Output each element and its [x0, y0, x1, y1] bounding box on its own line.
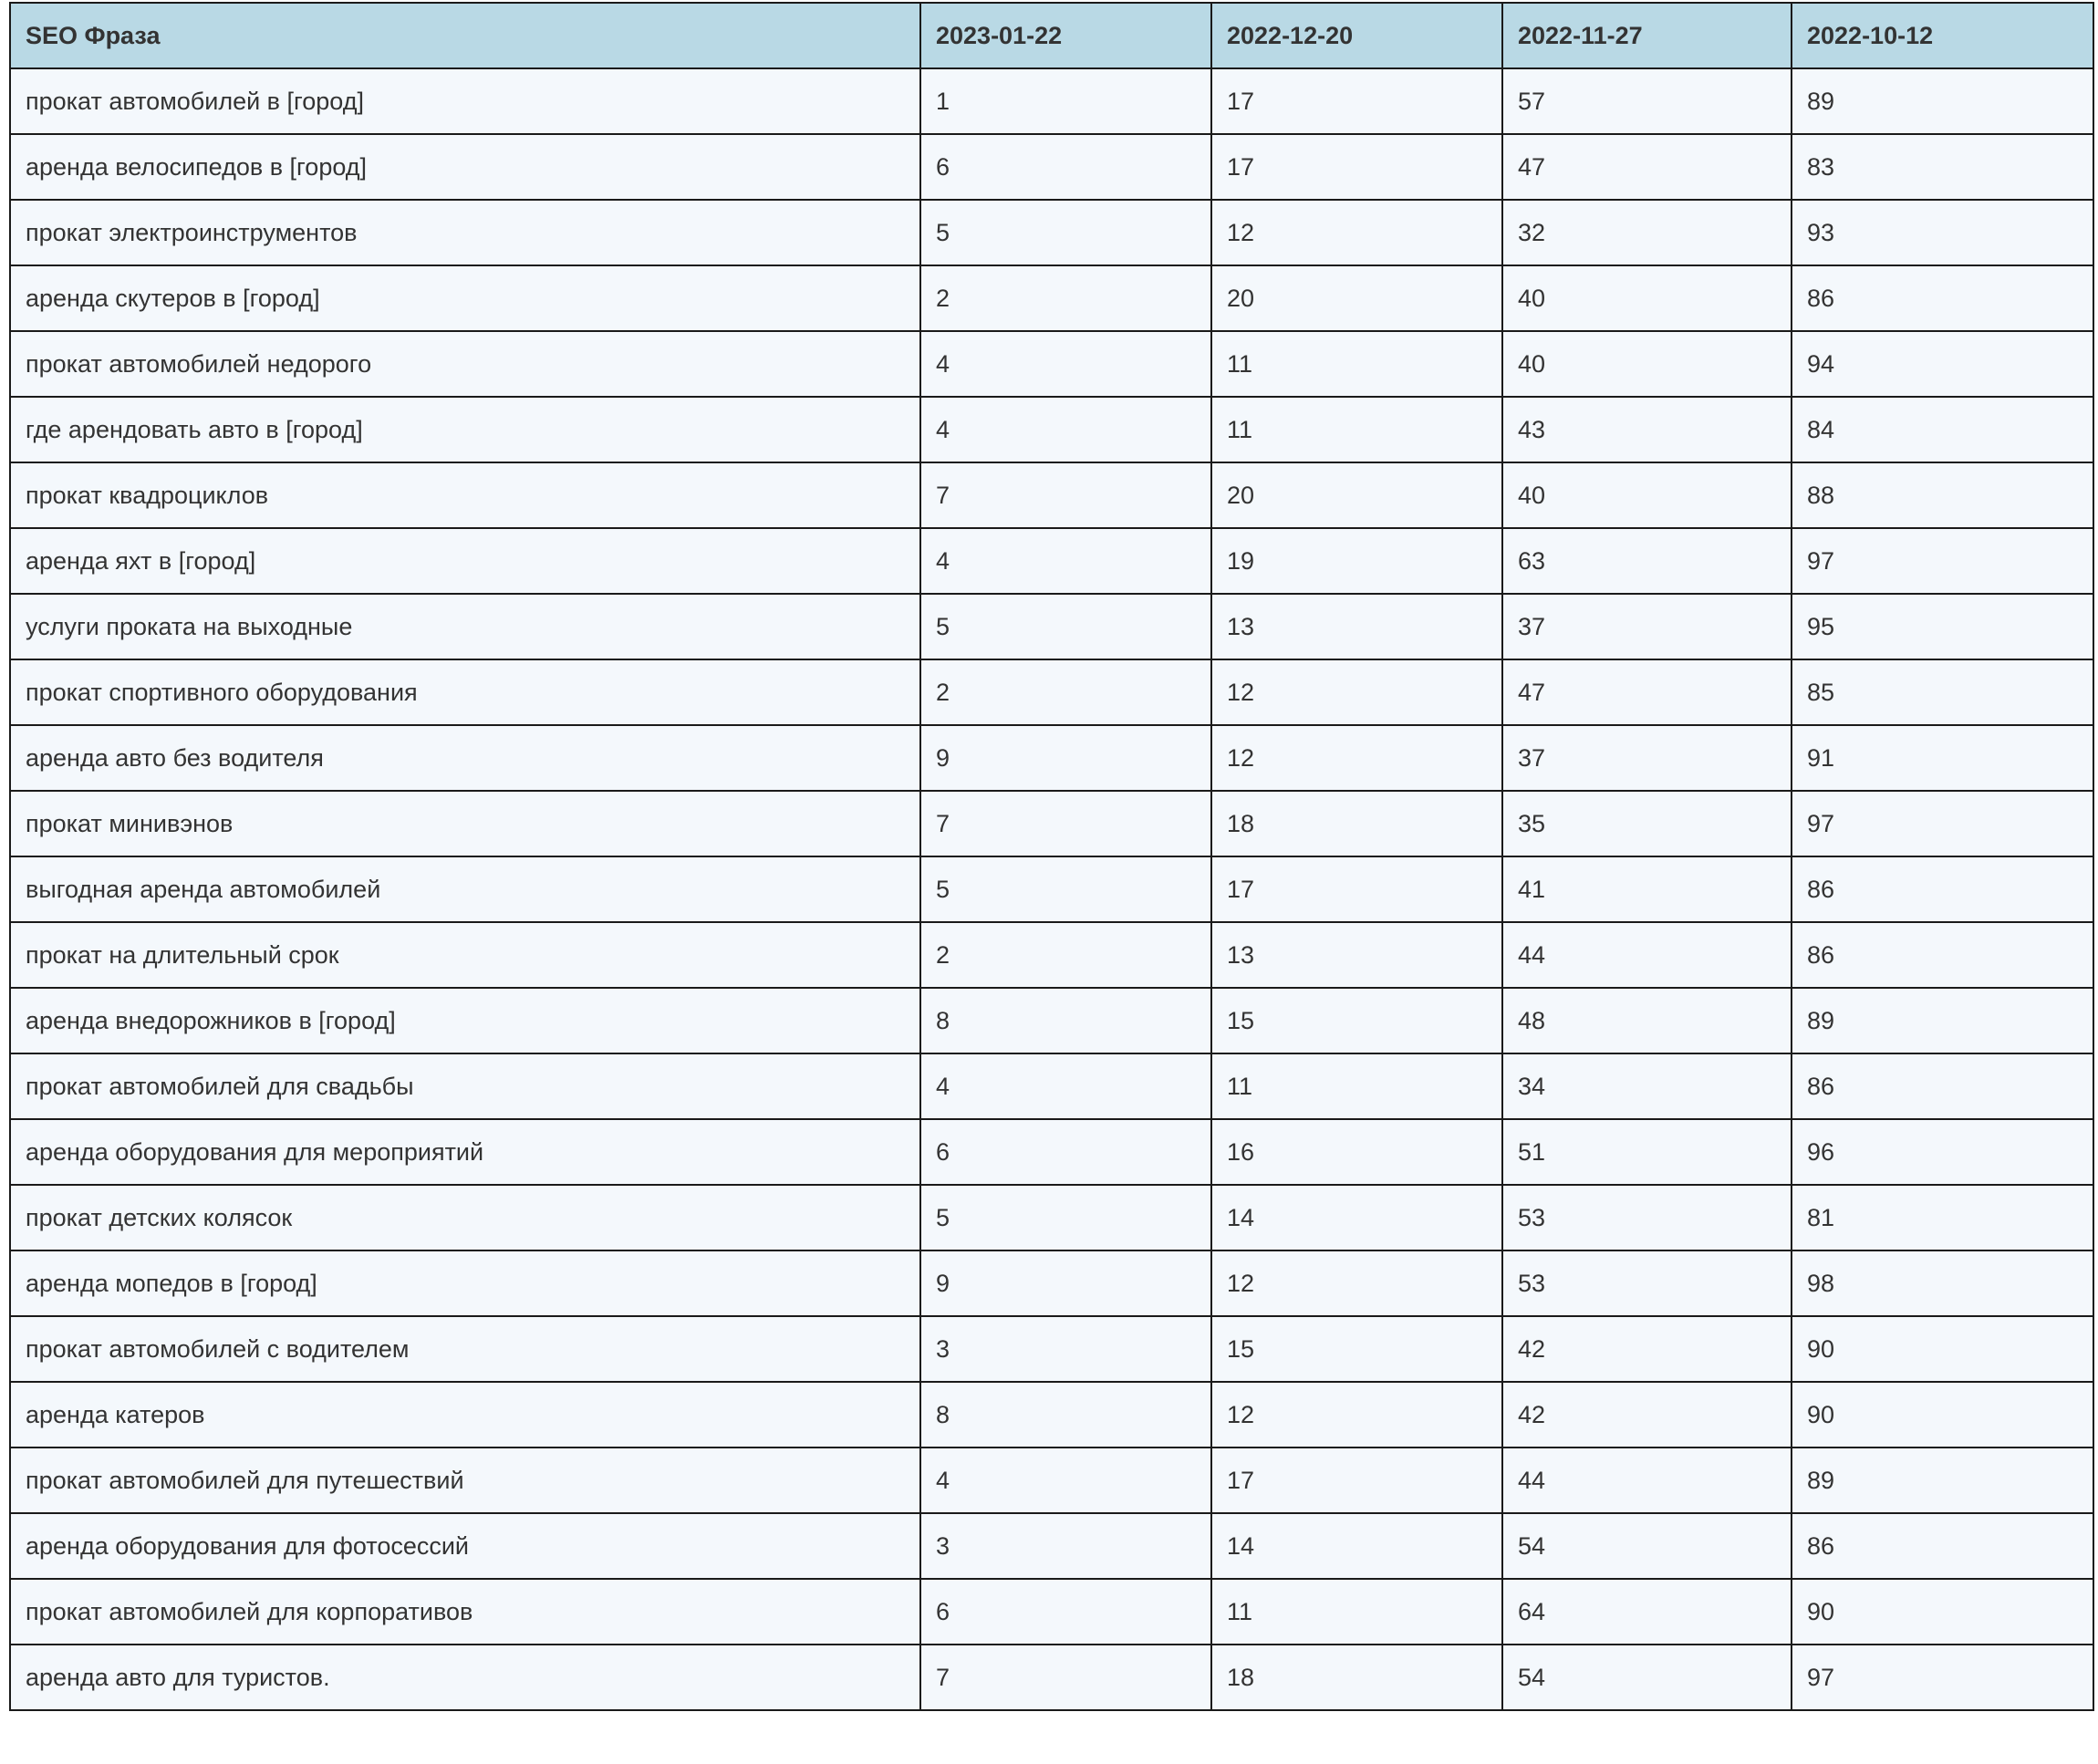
position-cell: 94: [1792, 331, 2093, 397]
position-cell: 90: [1792, 1316, 2093, 1382]
phrase-cell: аренда мопедов в [город]: [10, 1250, 920, 1316]
position-cell: 97: [1792, 1645, 2093, 1710]
column-header-date: 2023-01-22: [920, 3, 1211, 68]
position-cell: 81: [1792, 1185, 2093, 1250]
position-cell: 20: [1211, 265, 1502, 331]
table-row: [10, 265, 2093, 331]
position-cell: 18: [1211, 791, 1502, 856]
table-row: [10, 791, 2093, 856]
position-cell: 98: [1792, 1250, 2093, 1316]
position-cell: 34: [1502, 1053, 1792, 1119]
phrase-cell: прокат минивэнов: [10, 791, 920, 856]
position-cell: 17: [1211, 856, 1502, 922]
position-cell: 42: [1502, 1316, 1792, 1382]
table-row: [10, 594, 2093, 659]
phrase-cell: прокат автомобилей для путешествий: [10, 1448, 920, 1513]
position-cell: 83: [1792, 134, 2093, 200]
column-header-date: 2022-11-27: [1502, 3, 1792, 68]
position-cell: 86: [1792, 265, 2093, 331]
position-cell: 11: [1211, 1579, 1502, 1645]
position-cell: 86: [1792, 1513, 2093, 1579]
table-row: [10, 1185, 2093, 1250]
position-cell: 2: [920, 265, 1211, 331]
position-cell: 90: [1792, 1579, 2093, 1645]
phrase-cell: аренда авто для туристов.: [10, 1645, 920, 1710]
phrase-cell: прокат детских колясок: [10, 1185, 920, 1250]
phrase-cell: прокат автомобилей для корпоративов: [10, 1579, 920, 1645]
position-cell: 47: [1502, 659, 1792, 725]
position-cell: 13: [1211, 922, 1502, 988]
table-row: [10, 68, 2093, 134]
phrase-cell: прокат автомобилей недорого: [10, 331, 920, 397]
phrase-cell: прокат на длительный срок: [10, 922, 920, 988]
table-row: [10, 1382, 2093, 1448]
phrase-cell: прокат электроинструментов: [10, 200, 920, 265]
position-cell: 93: [1792, 200, 2093, 265]
position-cell: 11: [1211, 331, 1502, 397]
position-cell: 35: [1502, 791, 1792, 856]
phrase-cell: аренда оборудования для фотосессий: [10, 1513, 920, 1579]
position-cell: 95: [1792, 594, 2093, 659]
position-cell: 86: [1792, 1053, 2093, 1119]
phrase-cell: прокат квадроциклов: [10, 462, 920, 528]
position-cell: 17: [1211, 134, 1502, 200]
position-cell: 4: [920, 397, 1211, 462]
header-row: [10, 3, 2093, 68]
position-cell: 12: [1211, 1250, 1502, 1316]
position-cell: 64: [1502, 1579, 1792, 1645]
table-row: [10, 1513, 2093, 1579]
position-cell: 37: [1502, 594, 1792, 659]
position-cell: 4: [920, 331, 1211, 397]
column-header-date: 2022-12-20: [1211, 3, 1502, 68]
position-cell: 12: [1211, 725, 1502, 791]
phrase-cell: аренда велосипедов в [город]: [10, 134, 920, 200]
phrase-cell: аренда катеров: [10, 1382, 920, 1448]
position-cell: 84: [1792, 397, 2093, 462]
position-cell: 96: [1792, 1119, 2093, 1185]
table-body: [10, 68, 2093, 1710]
table-row: [10, 1579, 2093, 1645]
position-cell: 7: [920, 791, 1211, 856]
phrase-cell: аренда скутеров в [город]: [10, 265, 920, 331]
phrase-cell: выгодная аренда автомобилей: [10, 856, 920, 922]
position-cell: 63: [1502, 528, 1792, 594]
position-cell: 15: [1211, 988, 1502, 1053]
table-row: [10, 988, 2093, 1053]
position-cell: 3: [920, 1513, 1211, 1579]
phrase-cell: прокат автомобилей для свадьбы: [10, 1053, 920, 1119]
position-cell: 17: [1211, 68, 1502, 134]
position-cell: 6: [920, 1119, 1211, 1185]
position-cell: 40: [1502, 331, 1792, 397]
position-cell: 86: [1792, 856, 2093, 922]
position-cell: 8: [920, 988, 1211, 1053]
position-cell: 32: [1502, 200, 1792, 265]
position-cell: 42: [1502, 1382, 1792, 1448]
phrase-cell: аренда яхт в [город]: [10, 528, 920, 594]
table-header: [10, 3, 2093, 68]
position-cell: 53: [1502, 1185, 1792, 1250]
position-cell: 7: [920, 1645, 1211, 1710]
table-row: [10, 1053, 2093, 1119]
position-cell: 86: [1792, 922, 2093, 988]
position-cell: 5: [920, 856, 1211, 922]
position-cell: 6: [920, 134, 1211, 200]
position-cell: 54: [1502, 1513, 1792, 1579]
position-cell: 85: [1792, 659, 2093, 725]
table-row: [10, 528, 2093, 594]
position-cell: 37: [1502, 725, 1792, 791]
position-cell: 90: [1792, 1382, 2093, 1448]
table-row: [10, 922, 2093, 988]
position-cell: 91: [1792, 725, 2093, 791]
position-cell: 89: [1792, 68, 2093, 134]
table-row: [10, 462, 2093, 528]
position-cell: 19: [1211, 528, 1502, 594]
position-cell: 89: [1792, 1448, 2093, 1513]
position-cell: 2: [920, 922, 1211, 988]
position-cell: 97: [1792, 791, 2093, 856]
phrase-cell: где арендовать авто в [город]: [10, 397, 920, 462]
position-cell: 2: [920, 659, 1211, 725]
position-cell: 9: [920, 725, 1211, 791]
position-cell: 4: [920, 1448, 1211, 1513]
position-cell: 18: [1211, 1645, 1502, 1710]
position-cell: 40: [1502, 265, 1792, 331]
position-cell: 41: [1502, 856, 1792, 922]
column-header-date: 2022-10-12: [1792, 3, 2093, 68]
position-cell: 11: [1211, 1053, 1502, 1119]
position-cell: 40: [1502, 462, 1792, 528]
phrase-cell: прокат автомобилей в [город]: [10, 68, 920, 134]
table-row: [10, 1645, 2093, 1710]
position-cell: 12: [1211, 1382, 1502, 1448]
table-row: [10, 134, 2093, 200]
position-cell: 44: [1502, 1448, 1792, 1513]
phrase-cell: аренда авто без водителя: [10, 725, 920, 791]
column-header-phrase: SEO Фраза: [10, 3, 920, 68]
table-row: [10, 331, 2093, 397]
position-cell: 15: [1211, 1316, 1502, 1382]
phrase-cell: услуги проката на выходные: [10, 594, 920, 659]
phrase-cell: аренда оборудования для мероприятий: [10, 1119, 920, 1185]
position-cell: 20: [1211, 462, 1502, 528]
table-row: [10, 1448, 2093, 1513]
position-cell: 88: [1792, 462, 2093, 528]
table-row: [10, 200, 2093, 265]
position-cell: 4: [920, 528, 1211, 594]
position-cell: 48: [1502, 988, 1792, 1053]
position-cell: 51: [1502, 1119, 1792, 1185]
table-row: [10, 1316, 2093, 1382]
position-cell: 14: [1211, 1185, 1502, 1250]
table-row: [10, 856, 2093, 922]
position-cell: 57: [1502, 68, 1792, 134]
position-cell: 44: [1502, 922, 1792, 988]
position-cell: 3: [920, 1316, 1211, 1382]
position-cell: 6: [920, 1579, 1211, 1645]
table-row: [10, 725, 2093, 791]
position-cell: 16: [1211, 1119, 1502, 1185]
position-cell: 1: [920, 68, 1211, 134]
position-cell: 12: [1211, 659, 1502, 725]
seo-positions-table: [9, 2, 2094, 1711]
position-cell: 47: [1502, 134, 1792, 200]
position-cell: 14: [1211, 1513, 1502, 1579]
table-row: [10, 659, 2093, 725]
position-cell: 89: [1792, 988, 2093, 1053]
position-cell: 4: [920, 1053, 1211, 1119]
table-row: [10, 1119, 2093, 1185]
position-cell: 9: [920, 1250, 1211, 1316]
position-cell: 12: [1211, 200, 1502, 265]
position-cell: 7: [920, 462, 1211, 528]
position-cell: 43: [1502, 397, 1792, 462]
position-cell: 13: [1211, 594, 1502, 659]
phrase-cell: прокат спортивного оборудования: [10, 659, 920, 725]
position-cell: 5: [920, 1185, 1211, 1250]
position-cell: 54: [1502, 1645, 1792, 1710]
position-cell: 97: [1792, 528, 2093, 594]
position-cell: 53: [1502, 1250, 1792, 1316]
position-cell: 17: [1211, 1448, 1502, 1513]
table-row: [10, 1250, 2093, 1316]
phrase-cell: прокат автомобилей с водителем: [10, 1316, 920, 1382]
phrase-cell: аренда внедорожников в [город]: [10, 988, 920, 1053]
position-cell: 8: [920, 1382, 1211, 1448]
position-cell: 5: [920, 594, 1211, 659]
position-cell: 5: [920, 200, 1211, 265]
table-row: [10, 397, 2093, 462]
position-cell: 11: [1211, 397, 1502, 462]
